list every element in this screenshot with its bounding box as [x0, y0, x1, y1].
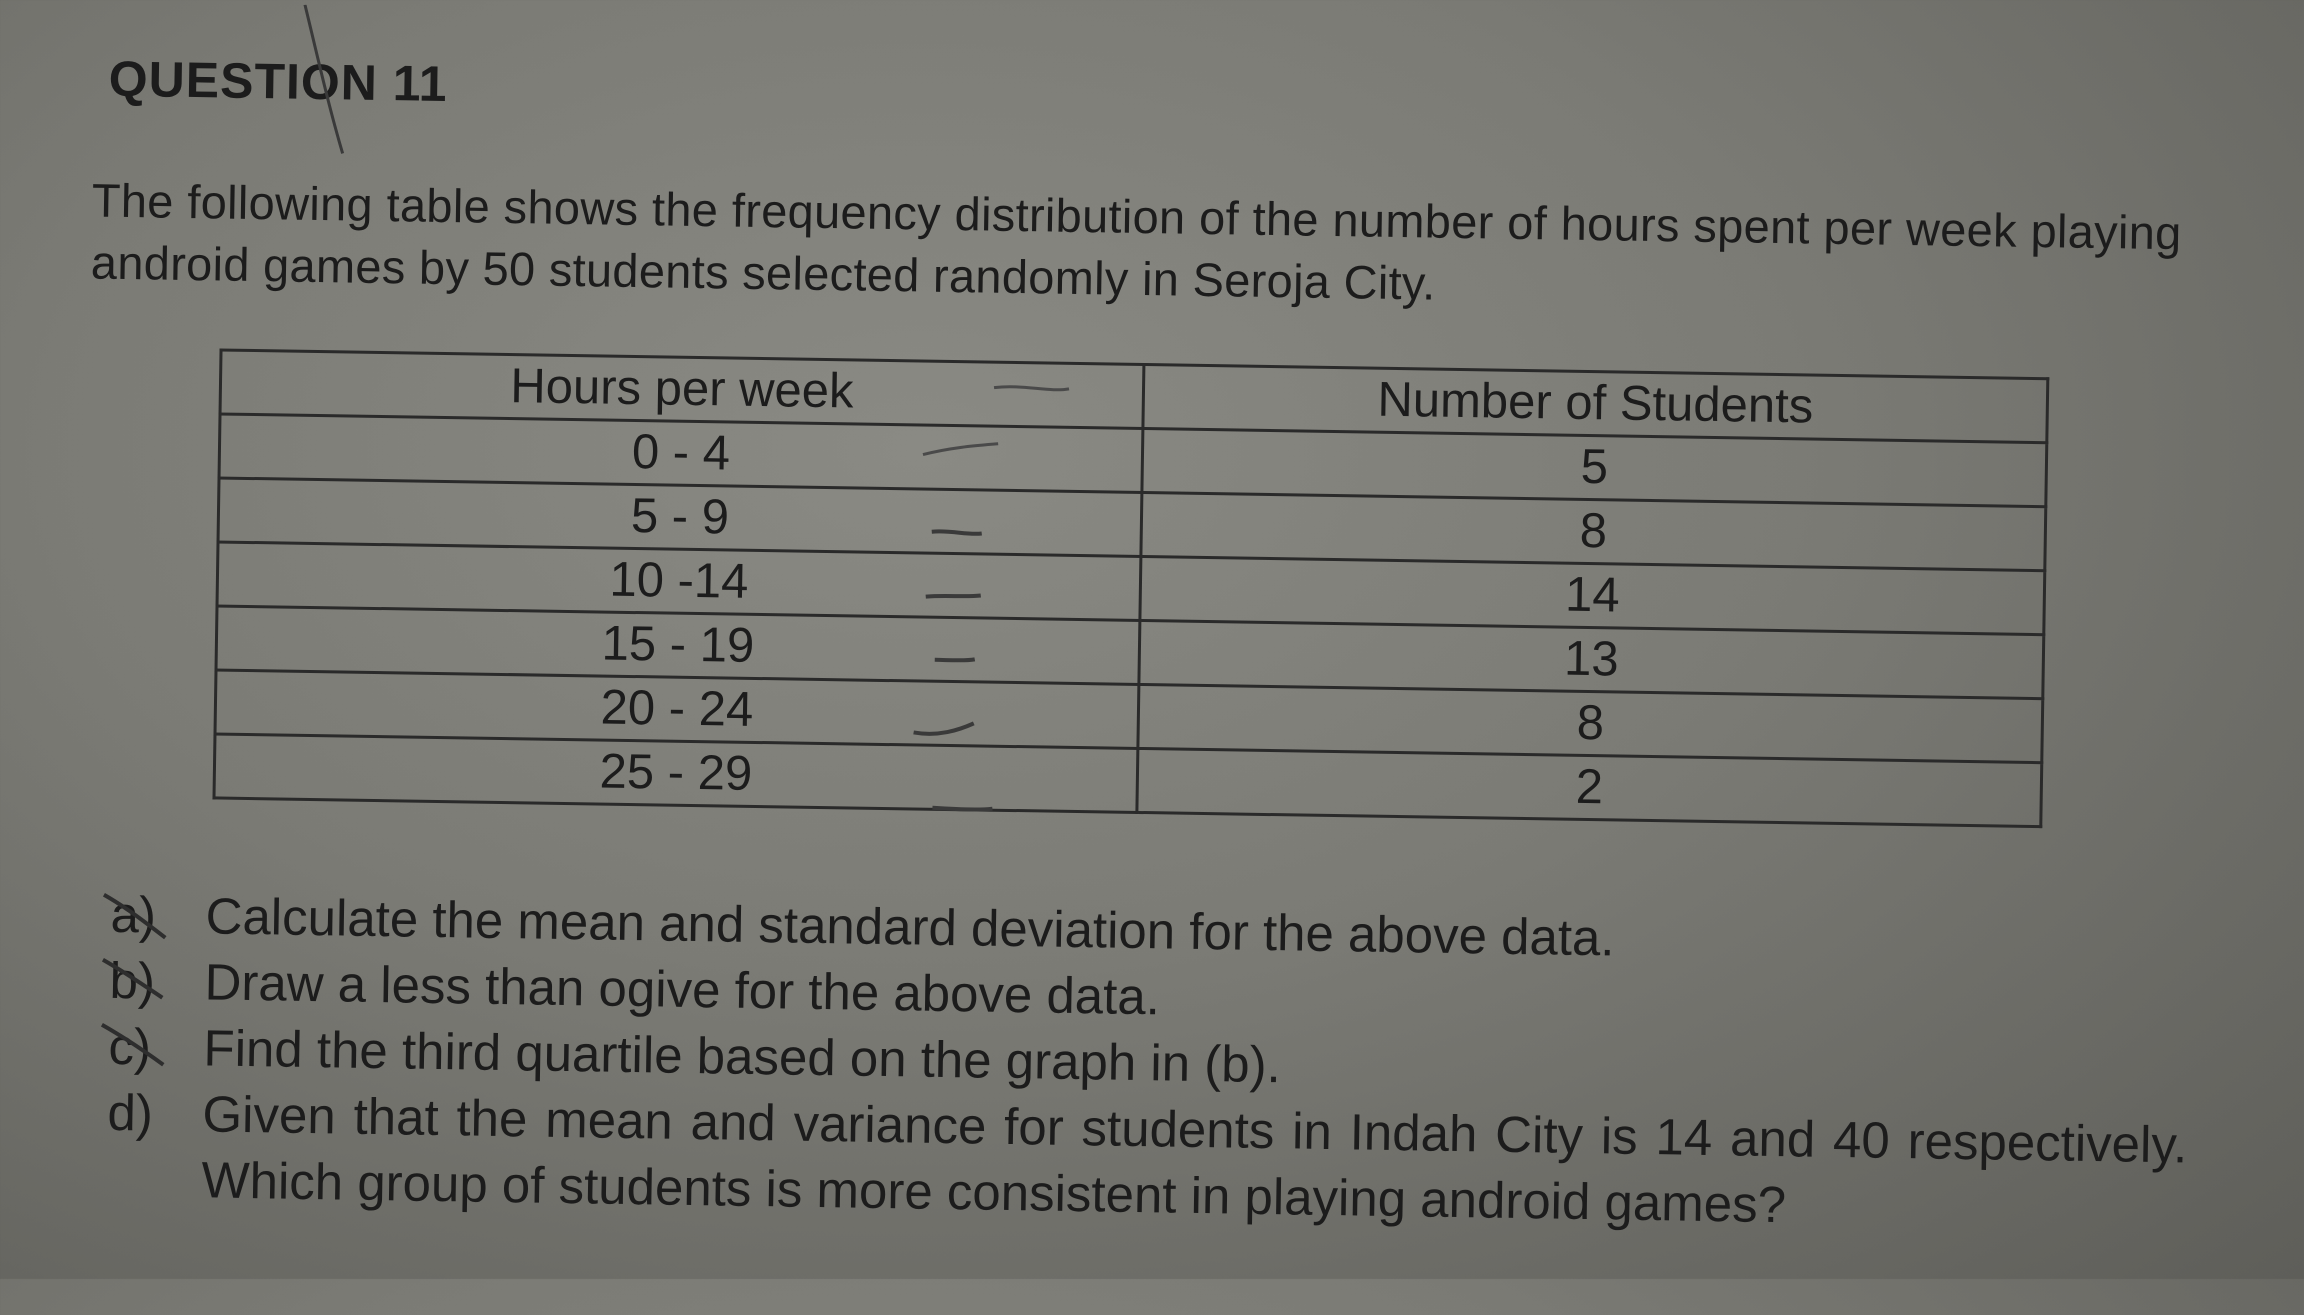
cell-hours: 15 - 19 — [216, 606, 1140, 684]
cell-students: 14 — [1140, 556, 2045, 634]
cell-hours: 5 - 9 — [218, 478, 1142, 556]
cell-hours: 20 - 24 — [215, 670, 1139, 748]
part-marker: c) — [108, 1017, 152, 1076]
part-text: Find the third quartile based on the graph in (b). — [203, 1019, 1282, 1094]
cell-hours: 10 -14 — [217, 542, 1141, 620]
part-text: Calculate the mean and standard deviation for the above data. — [205, 887, 1616, 967]
cell-students: 5 — [1142, 429, 2047, 507]
cell-hours: 25 - 29 — [214, 734, 1138, 812]
cell-hours: 0 - 4 — [219, 414, 1143, 492]
part-marker: b) — [109, 951, 156, 1010]
part-text: Given that the mean and variance for students in Indah City is 14 and 40 respectively. Which group of students is more consistent in playing android games? — [201, 1085, 2188, 1234]
question-parts — [106, 882, 2191, 1245]
cell-students: 8 — [1138, 684, 2043, 762]
part-marker: a) — [110, 885, 157, 944]
part-marker: d) — [107, 1083, 154, 1142]
cell-students: 8 — [1141, 492, 2046, 570]
header-hours: Hours per week — [220, 350, 1144, 428]
question-title: QUESTION 11 — [108, 50, 449, 113]
frequency-table — [212, 348, 2049, 828]
cell-students: 13 — [1139, 620, 2044, 698]
cell-students: 2 — [1137, 748, 2042, 826]
header-students: Number of Students — [1143, 365, 2048, 443]
part-text: Draw a less than ogive for the above data. — [204, 953, 1161, 1026]
question-intro: The following table shows the frequency distribution of the number of hours spent per week playing android games by 50 students selected randomly in Seroja City. — [90, 173, 2183, 310]
